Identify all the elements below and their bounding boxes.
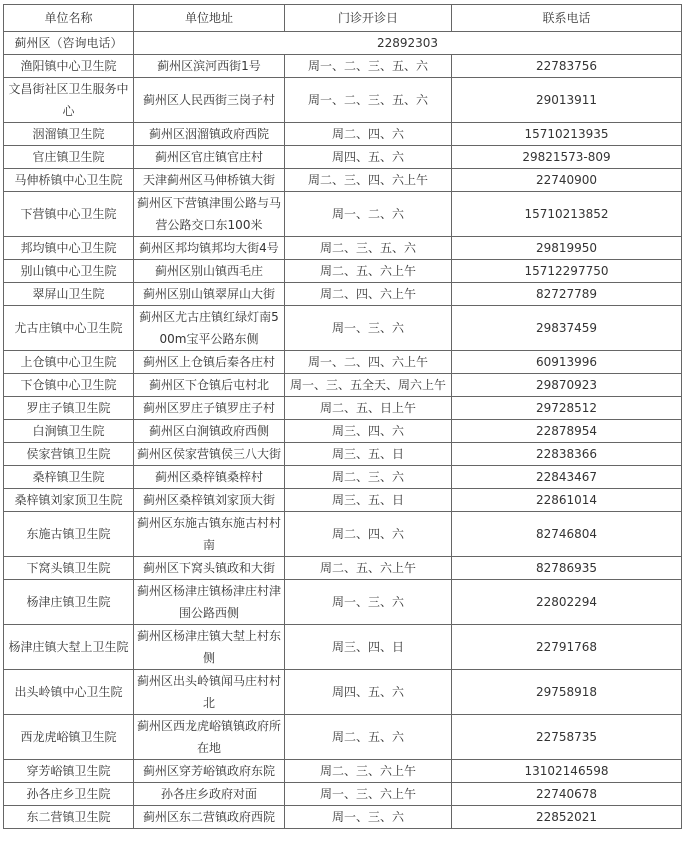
table-row <box>4 580 682 625</box>
cell-name: 杨津庄镇卫生院 <box>4 580 134 625</box>
cell-address: 蓟州区尤古庄镇红绿灯南500m宝平公路东侧 <box>134 306 285 351</box>
table-row <box>4 192 682 237</box>
cell-phone: 15710213935 <box>452 123 682 146</box>
cell-address: 蓟州区白涧镇政府西侧 <box>134 420 285 443</box>
cell-days: 周一、三、六 <box>285 306 452 351</box>
cell-address: 蓟州区杨津庄镇大堼上村东侧 <box>134 625 285 670</box>
header-phone: 联系电话 <box>452 5 682 32</box>
cell-days: 周二、三、六上午 <box>285 760 452 783</box>
table-row <box>4 351 682 374</box>
cell-days: 周一、三、六 <box>285 806 452 829</box>
cell-address: 蓟州区人民西街三岗子村 <box>134 78 285 123</box>
cell-address: 天津蓟州区马伸桥镇大街 <box>134 169 285 192</box>
table-row <box>4 783 682 806</box>
cell-days: 周二、四、六上午 <box>285 283 452 306</box>
cell-days: 周二、五、六上午 <box>285 557 452 580</box>
cell-address: 蓟州区别山镇翠屏山大街 <box>134 283 285 306</box>
cell-name: 下营镇中心卫生院 <box>4 192 134 237</box>
header-days: 门诊开诊日 <box>285 5 452 32</box>
cell-name: 杨津庄镇大堼上卫生院 <box>4 625 134 670</box>
cell-name: 桑梓镇刘家顶卫生院 <box>4 489 134 512</box>
cell-name: 翠屏山卫生院 <box>4 283 134 306</box>
cell-address: 蓟州区下仓镇后屯村北 <box>134 374 285 397</box>
cell-phone: 22783756 <box>452 55 682 78</box>
table-row <box>4 625 682 670</box>
cell-days: 周二、五、六 <box>285 715 452 760</box>
cell-phone: 29758918 <box>452 670 682 715</box>
table-row <box>4 260 682 283</box>
cell-name: 渔阳镇中心卫生院 <box>4 55 134 78</box>
cell-name: 文昌街社区卫生服务中心 <box>4 78 134 123</box>
header-name: 单位名称 <box>4 5 134 32</box>
consult-row <box>4 32 682 55</box>
cell-days: 周二、四、六 <box>285 512 452 557</box>
cell-name: 侯家营镇卫生院 <box>4 443 134 466</box>
cell-name: 下仓镇中心卫生院 <box>4 374 134 397</box>
cell-days: 周一、二、六 <box>285 192 452 237</box>
cell-phone: 29728512 <box>452 397 682 420</box>
cell-days: 周二、三、五、六 <box>285 237 452 260</box>
table-row <box>4 146 682 169</box>
cell-phone: 22791768 <box>452 625 682 670</box>
cell-name: 东施古镇卫生院 <box>4 512 134 557</box>
cell-address: 蓟州区西龙虎峪镇镇政府所在地 <box>134 715 285 760</box>
cell-address: 蓟州区别山镇西毛庄 <box>134 260 285 283</box>
cell-days: 周四、五、六 <box>285 670 452 715</box>
cell-address: 蓟州区东施古镇东施古村村南 <box>134 512 285 557</box>
cell-phone: 82727789 <box>452 283 682 306</box>
cell-days: 周二、五、日上午 <box>285 397 452 420</box>
clinic-table <box>3 4 682 829</box>
table-row <box>4 374 682 397</box>
table-row <box>4 397 682 420</box>
table-row <box>4 760 682 783</box>
cell-phone: 22802294 <box>452 580 682 625</box>
header-row <box>4 5 682 32</box>
table-row <box>4 55 682 78</box>
table-row <box>4 557 682 580</box>
cell-name: 出头岭镇中心卫生院 <box>4 670 134 715</box>
cell-name: 马伸桥镇中心卫生院 <box>4 169 134 192</box>
cell-address: 蓟州区下营镇津围公路与马营公路交口东100米 <box>134 192 285 237</box>
cell-name: 桑梓镇卫生院 <box>4 466 134 489</box>
cell-days: 周一、二、三、五、六 <box>285 78 452 123</box>
table-row <box>4 806 682 829</box>
cell-address: 蓟州区上仓镇后秦各庄村 <box>134 351 285 374</box>
cell-address: 蓟州区出头岭镇闻马庄村村北 <box>134 670 285 715</box>
cell-name: 尤古庄镇中心卫生院 <box>4 306 134 351</box>
cell-days: 周二、四、六 <box>285 123 452 146</box>
table-row <box>4 670 682 715</box>
cell-address: 蓟州区邦均镇邦均大街4号 <box>134 237 285 260</box>
cell-name: 下窝头镇卫生院 <box>4 557 134 580</box>
cell-days: 周一、三、六 <box>285 580 452 625</box>
cell-address: 蓟州区桑梓镇刘家顶大街 <box>134 489 285 512</box>
cell-phone: 82746804 <box>452 512 682 557</box>
cell-name: 孙各庄乡卫生院 <box>4 783 134 806</box>
cell-name: 穿芳峪镇卫生院 <box>4 760 134 783</box>
cell-phone: 29819950 <box>452 237 682 260</box>
cell-address: 蓟州区罗庄子镇罗庄子村 <box>134 397 285 420</box>
table-row <box>4 306 682 351</box>
cell-phone: 13102146598 <box>452 760 682 783</box>
cell-address: 蓟州区洇溜镇政府西院 <box>134 123 285 146</box>
cell-name: 白涧镇卫生院 <box>4 420 134 443</box>
cell-days: 周一、二、三、五、六 <box>285 55 452 78</box>
cell-phone: 22878954 <box>452 420 682 443</box>
cell-phone: 29821573-809 <box>452 146 682 169</box>
cell-phone: 29013911 <box>452 78 682 123</box>
cell-days: 周二、三、四、六上午 <box>285 169 452 192</box>
table-row <box>4 123 682 146</box>
table-row <box>4 283 682 306</box>
cell-phone: 22740900 <box>452 169 682 192</box>
cell-phone: 22861014 <box>452 489 682 512</box>
cell-phone: 60913996 <box>452 351 682 374</box>
cell-name: 西龙虎峪镇卫生院 <box>4 715 134 760</box>
header-address: 单位地址 <box>134 5 285 32</box>
cell-address: 蓟州区滨河西街1号 <box>134 55 285 78</box>
cell-days: 周三、四、六 <box>285 420 452 443</box>
cell-address: 蓟州区杨津庄镇杨津庄村津围公路西侧 <box>134 580 285 625</box>
cell-address: 蓟州区侯家营镇侯三八大街 <box>134 443 285 466</box>
cell-phone: 22758735 <box>452 715 682 760</box>
cell-address: 蓟州区穿芳峪镇政府东院 <box>134 760 285 783</box>
cell-name: 邦均镇中心卫生院 <box>4 237 134 260</box>
cell-phone: 15710213852 <box>452 192 682 237</box>
cell-address: 蓟州区桑梓镇桑梓村 <box>134 466 285 489</box>
cell-days: 周一、三、五全天、周六上午 <box>285 374 452 397</box>
cell-name: 别山镇中心卫生院 <box>4 260 134 283</box>
cell-address: 蓟州区官庄镇官庄村 <box>134 146 285 169</box>
cell-name: 洇溜镇卫生院 <box>4 123 134 146</box>
cell-name: 东二营镇卫生院 <box>4 806 134 829</box>
cell-days: 周一、三、六上午 <box>285 783 452 806</box>
cell-phone: 15712297750 <box>452 260 682 283</box>
cell-address: 蓟州区下窝头镇政和大街 <box>134 557 285 580</box>
cell-phone: 82786935 <box>452 557 682 580</box>
consult-phone: 22892303 <box>134 32 682 55</box>
cell-name: 罗庄子镇卫生院 <box>4 397 134 420</box>
table-row <box>4 443 682 466</box>
cell-days: 周三、五、日 <box>285 489 452 512</box>
table-row <box>4 489 682 512</box>
cell-phone: 22852021 <box>452 806 682 829</box>
cell-days: 周二、五、六上午 <box>285 260 452 283</box>
cell-name: 官庄镇卫生院 <box>4 146 134 169</box>
table-row <box>4 169 682 192</box>
cell-days: 周三、五、日 <box>285 443 452 466</box>
table-row <box>4 512 682 557</box>
cell-days: 周二、三、六 <box>285 466 452 489</box>
cell-address: 孙各庄乡政府对面 <box>134 783 285 806</box>
table-row <box>4 715 682 760</box>
consult-name: 蓟州区（咨询电话） <box>4 32 134 55</box>
cell-days: 周四、五、六 <box>285 146 452 169</box>
cell-phone: 29837459 <box>452 306 682 351</box>
table-row <box>4 420 682 443</box>
cell-phone: 22740678 <box>452 783 682 806</box>
cell-days: 周一、二、四、六上午 <box>285 351 452 374</box>
table-row <box>4 466 682 489</box>
cell-phone: 29870923 <box>452 374 682 397</box>
cell-address: 蓟州区东二营镇政府西院 <box>134 806 285 829</box>
table-row <box>4 237 682 260</box>
cell-name: 上仓镇中心卫生院 <box>4 351 134 374</box>
cell-phone: 22843467 <box>452 466 682 489</box>
cell-phone: 22838366 <box>452 443 682 466</box>
cell-days: 周三、四、日 <box>285 625 452 670</box>
table-row <box>4 78 682 123</box>
